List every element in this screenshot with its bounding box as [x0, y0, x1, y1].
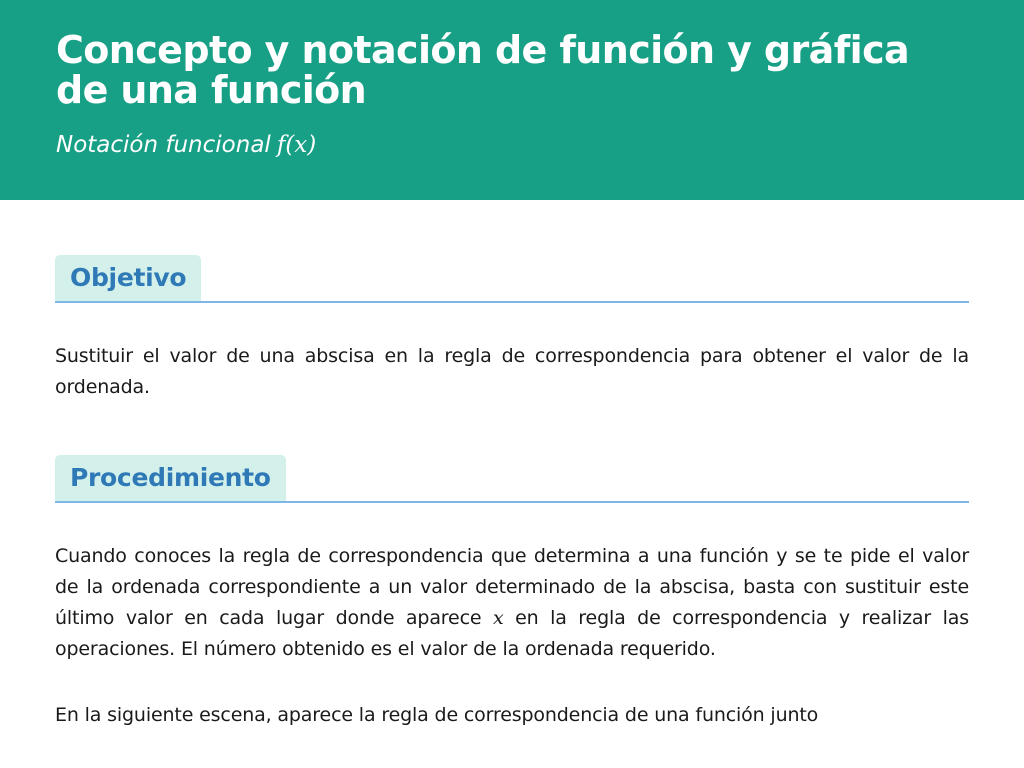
main-content [0, 200, 1024, 731]
section-tag-objetivo: Objetivo [55, 255, 201, 301]
procedimiento-paragraph-2: En la siguiente escena, aparece la regla de correspondencia de una función junto [55, 704, 819, 726]
section-heading-procedimiento [55, 455, 969, 503]
paragraph-text-before: Cuando conoces la regla de correspondencia que determina a una función y se te pide el valor de la ordenada correspondiente a un valor determinado de la abscisa, basta con sustituir este último valor en cada lugar donde aparece [55, 545, 969, 629]
section-heading-objetivo [55, 255, 969, 303]
section-tag-procedimiento: Procedimiento [55, 455, 286, 501]
objetivo-paragraph: Sustituir el valor de una abscisa en la regla de correspondencia para obtener el valor de la ordenada. [55, 345, 969, 398]
page-subtitle [56, 130, 968, 160]
subtitle-text: Notación funcional [56, 132, 271, 158]
inline-math-x: x [493, 607, 504, 629]
page-title: Concepto y notación de función y gráfica de una función [56, 28, 910, 112]
subtitle-math: f(x) [276, 132, 317, 158]
paragraph-text-after: en la regla de correspondencia y realizar las operaciones. El número obtenido es el valor de la ordenada requerido. [55, 607, 969, 660]
page-header [0, 0, 1024, 200]
procedimiento-paragraph-1 [55, 541, 969, 665]
